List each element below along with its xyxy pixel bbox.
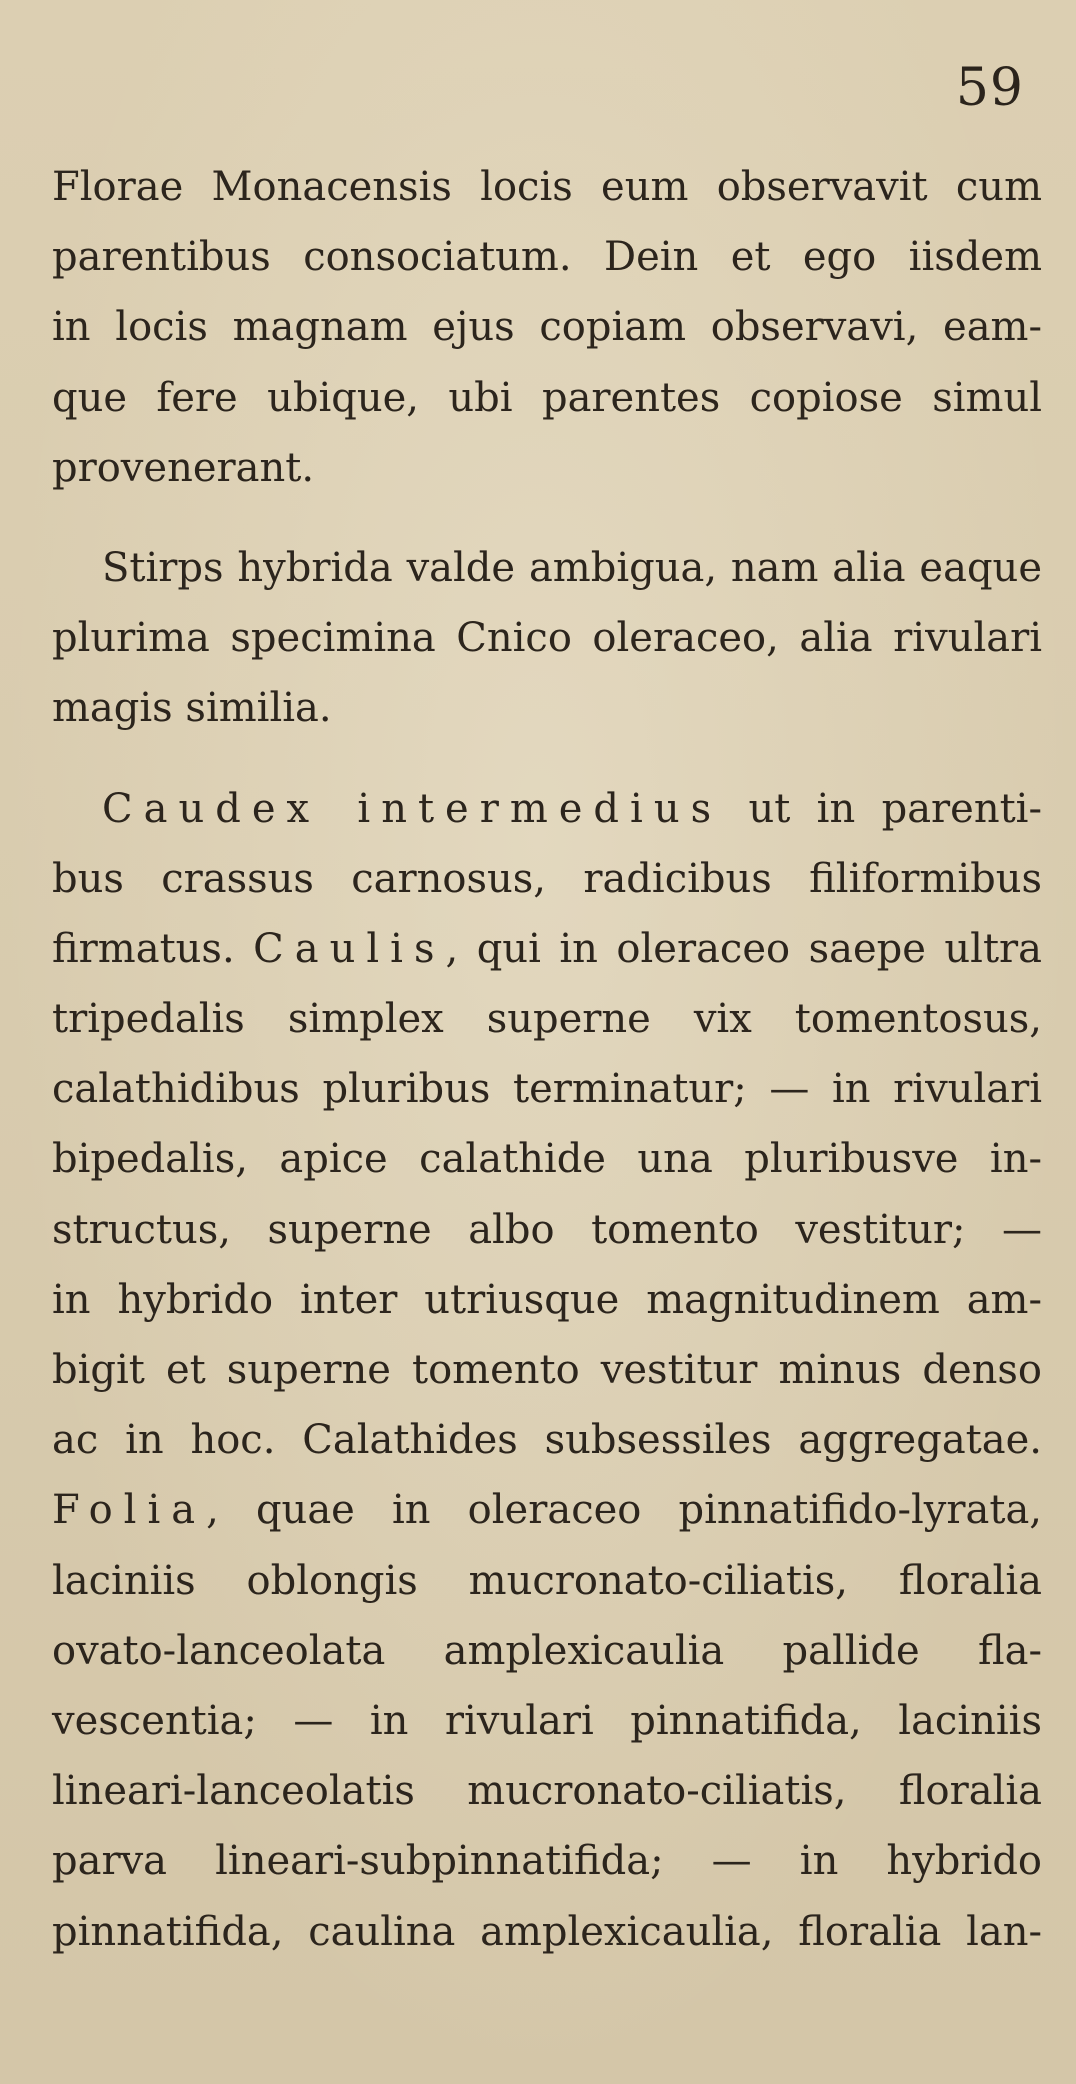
text-line: vescentia; — in rivulari pinnatifida, laciniis (52, 1697, 1042, 1744)
text-line: Folia, quae in oleraceo pinnatifido-lyrata, (52, 1487, 1042, 1534)
text-line: Caudex intermedius ut in parenti- (102, 785, 1042, 832)
body-text (52, 152, 1042, 1967)
text-line: bipedalis, apice calathide una pluribusve in- (52, 1136, 1042, 1183)
text-line: in locis magnam ejus copiam observavi, eam- (52, 304, 1042, 351)
paragraph-1 (52, 152, 1042, 503)
text-line: firmatus. Caulis, qui in oleraceo saepe ultra (52, 925, 1042, 972)
text-line: plurima specimina Cnico oleraceo, alia rivulari (52, 615, 1042, 662)
text-line: Stirps hybrida valde ambigua, nam alia eaque (102, 544, 1042, 591)
paragraph-2 (52, 533, 1042, 744)
emphasized-term: Caudex intermedius (102, 785, 723, 832)
page-number: 59 (955, 58, 1024, 118)
emphasized-term: Caulis (253, 925, 446, 972)
text-line: structus, superne albo tomento vestitur; — (52, 1206, 1042, 1253)
text-line: calathidibus pluribus terminatur; — in rivulari (52, 1066, 1042, 1113)
text-line: ovato-lanceolata amplexicaulia pallide fla- (52, 1627, 1042, 1674)
paragraph-gap (52, 744, 1042, 774)
text-line: bigit et superne tomento vestitur minus denso (52, 1347, 1042, 1393)
text-line: Florae Monacensis locis eum observavit cum (52, 164, 1042, 210)
text-line: parentibus consociatum. Dein et ego iisdem (52, 234, 1042, 281)
text-line: que fere ubique, ubi parentes copiose simul (52, 374, 1042, 421)
emphasized-term: Folia (52, 1487, 207, 1534)
text-line: bus crassus carnosus, radicibus filiformibus (52, 855, 1042, 902)
paragraph-gap (52, 503, 1042, 533)
paragraph-3 (52, 774, 1042, 1967)
text-line: in hybrido inter utriusque magnitudinem am- (52, 1276, 1042, 1323)
text-line: pinnatifida, caulina amplexicaulia, floralia lan- (52, 1908, 1042, 1955)
text-line: ac in hoc. Calathides subsessiles aggregatae. (52, 1417, 1042, 1464)
text-line: laciniis oblongis mucronato-ciliatis, floralia (52, 1557, 1042, 1604)
text-line: magis similia. (52, 685, 332, 732)
text-line: provenerant. (52, 444, 315, 491)
text-line: parva lineari-subpinnatifida; — in hybrido (52, 1838, 1042, 1885)
text-line: tripedalis simplex superne vix tomentosus, (52, 996, 1042, 1043)
text-line: lineari-lanceolatis mucronato-ciliatis, floralia (52, 1768, 1042, 1815)
